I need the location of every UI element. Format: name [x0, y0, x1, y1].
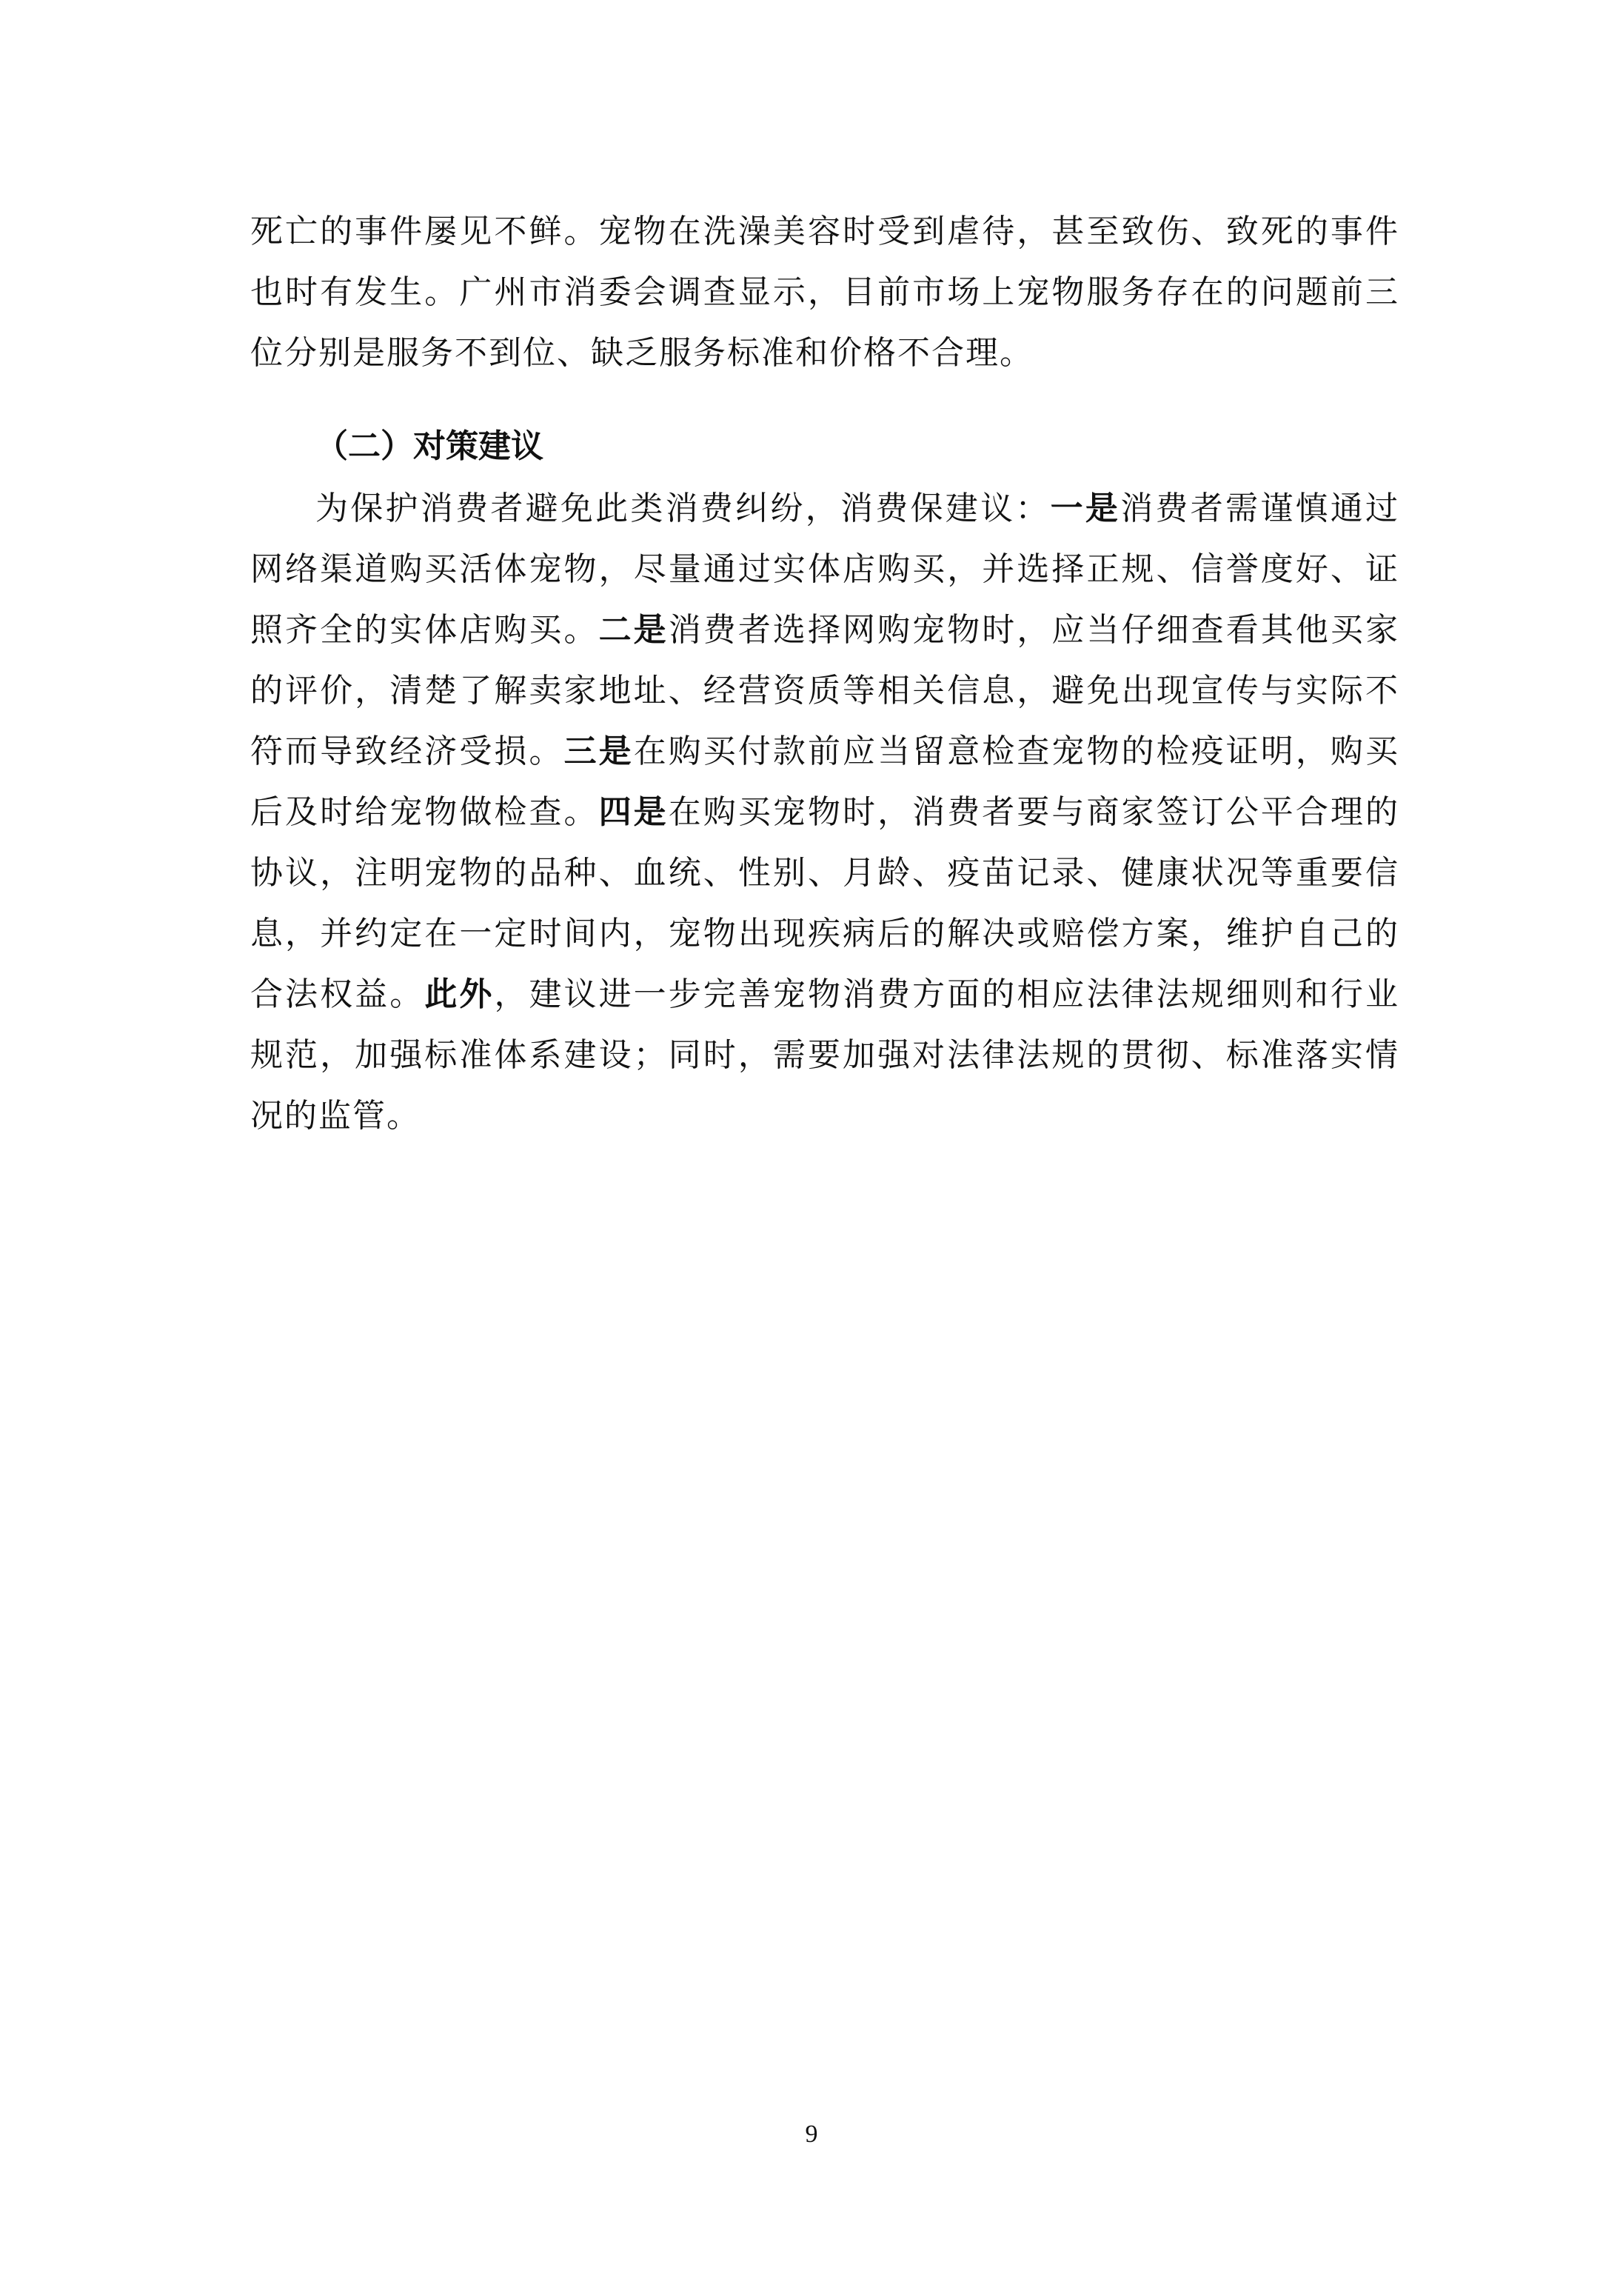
point-2-label: 二是	[598, 611, 669, 649]
body-paragraph: 死亡的事件屡见不鲜。宠物在洗澡美容时受到虐待，甚至致伤、致死的事件也时有发生。广州市消委会调查显示，目前市场上宠物服务存在的问题前三位分别是服务不到位、缺乏服务标准和价格不合理。	[250, 213, 1399, 372]
additional-text: ，建议进一步完善宠物消费方面的相应法律法规细则和行业规范，加强标准体系建设；同时，需要加强对法律法规的贯彻、标准落实情况的监管。	[250, 975, 1399, 1135]
page-number: 9	[805, 2120, 818, 2148]
point-3-text: 在购买付款前应当留意检查宠物的检疫证明，购买后及时给宠物做检查。	[250, 732, 1399, 831]
point-3-label: 三是	[563, 732, 634, 770]
additional-label: 此外	[424, 975, 495, 1013]
point-2-text: 消费者选择网购宠物时，应当仔细查看其他买家的评价，清楚了解卖家地址、经营资质等相关信息，避免出现宣传与实际不符而导致经济受损。	[250, 611, 1399, 770]
point-1-label: 一是	[1050, 490, 1121, 527]
point-4-label: 四是	[598, 793, 669, 831]
section-heading: （二）对策建议	[315, 427, 543, 465]
recommendations-paragraph	[250, 478, 1399, 1147]
recommendations-intro: 为保护消费者避免此类消费纠纷，消费保建议：	[315, 490, 1051, 527]
point-1-text: 消费者需谨慎通过网络渠道购买活体宠物，尽量通过实体店购买，并选择正规、信誉度好、证照齐全的实体店购买。	[250, 490, 1400, 649]
point-4-text: 在购买宠物时，消费者要与商家签订公平合理的协议，注明宠物的品种、血统、性别、月龄、疫苗记录、健康状况等重要信息，并约定在一定时间内，宠物出现疾病后的解决或赔偿方案，维护自己的合法权益。	[250, 793, 1399, 1013]
